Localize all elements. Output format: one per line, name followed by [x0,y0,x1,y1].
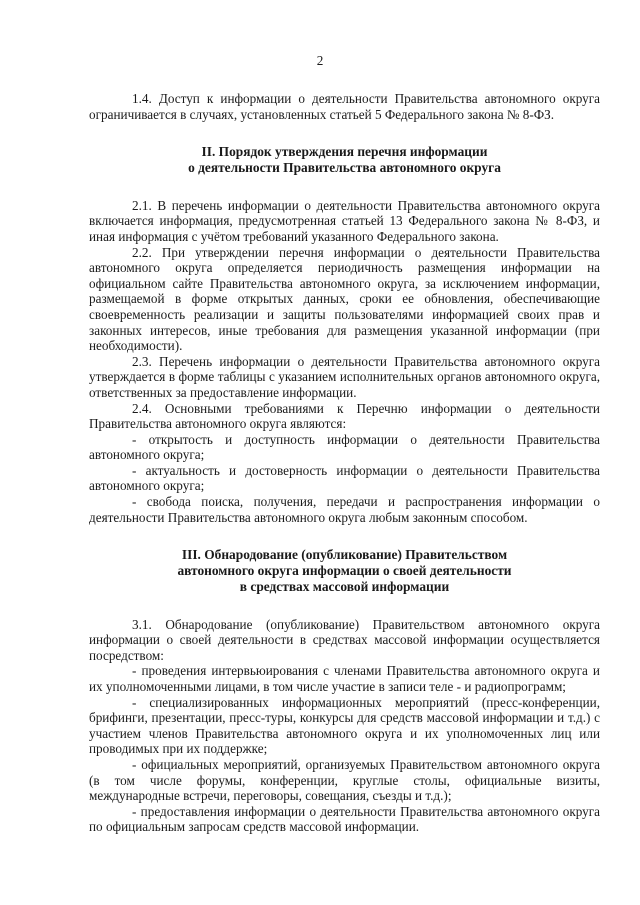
section-2-heading-line-2: о деятельности Правительства автономного округа [188,159,501,175]
page-number: 2 [316,53,324,68]
section-3-heading-line-3: в средствах массовой информации [239,578,450,594]
section-2-heading-line-1: II. Порядок утверждения перечня информации [201,144,488,160]
list-item-freedom: - свобода поиска, получения, передачи и распространения информации о деятельности Правительства автономного округа любым законным способом. [89,494,600,525]
paragraph-2-2: 2.2. При утверждении перечня информации о деятельности Правительства автономного округа определяется периодичность размещения информации на официальном сайте Правительства автономного округа, за исключением информации, размещаемой в форме открытых данных, сроки ее обновления, обеспечивающие своевременность реализации и защиты пользователями информацией своих прав и законных интересов, иные требования для размещения указанной информации (при необходимости). [89,244,600,354]
list-item-openness: - открытость и доступность информации о деятельности Правительства автономного округа; [89,431,600,463]
list-item-special-events: - специализированных информационных мероприятий (пресс-конференции, брифинги, презентации, пресс-туры, конкурсы для средств массовой информации и т.д.) с участием членов Правительства автономного округа и их уполномоченных лиц или проводимых при их поддержке; [89,694,600,757]
list-item-accuracy: - актуальность и достоверность информации о деятельности Правительства автономного округа; [89,462,600,494]
paragraph-2-4: 2.4. Основными требованиями к Перечню информации о деятельности Правительства автономного округа являются: [89,400,600,432]
page-content [89,91,600,835]
paragraph-1-4: 1.4. Доступ к информации о деятельности Правительства автономного округа ограничивается в случаях, установленных статьей 5 Федерального закона № 8-ФЗ. [89,91,600,122]
section-3-heading-line-2: автономного округа информации о своей деятельности [177,563,512,579]
section-2-heading [89,144,600,176]
paragraph-2-1: 2.1. В перечень информации о деятельности Правительства автономного округа включается информация, предусмотренная статьей 13 Федерального закона № 8-ФЗ, и иная информация с учётом требований указанного Федерального закона. [89,197,600,244]
section-3-heading-line-1: III. Обнародование (опубликование) Правительством [181,547,508,563]
section-3-heading [89,547,600,594]
paragraph-2-3: 2.3. Перечень информации о деятельности Правительства автономного округа утверждается в форме таблицы с указанием исполнительных органов автономного округа, ответственных за предоставление информации. [89,353,600,400]
paragraph-3-1: 3.1. Обнародование (опубликование) Правительством автономного округа информации о своей деятельности в средствах массовой информации осуществляется посредством: [89,616,600,663]
list-item-official-events: - официальных мероприятий, организуемых Правительством автономного округа (в том числе форумы, конференции, круглые столы, официальные визиты, международные встречи, переговоры, совещания, съезды и т.д.); [89,756,600,804]
list-item-official-requests: - предоставления информации о деятельности Правительства автономного округа по официальным запросам средств массовой информации. [89,803,600,835]
list-item-interviews: - проведения интервьюирования с членами Правительства автономного округа и их уполномоченными лицами, в том числе участие в записи теле - и радиопрограмм; [89,663,600,695]
